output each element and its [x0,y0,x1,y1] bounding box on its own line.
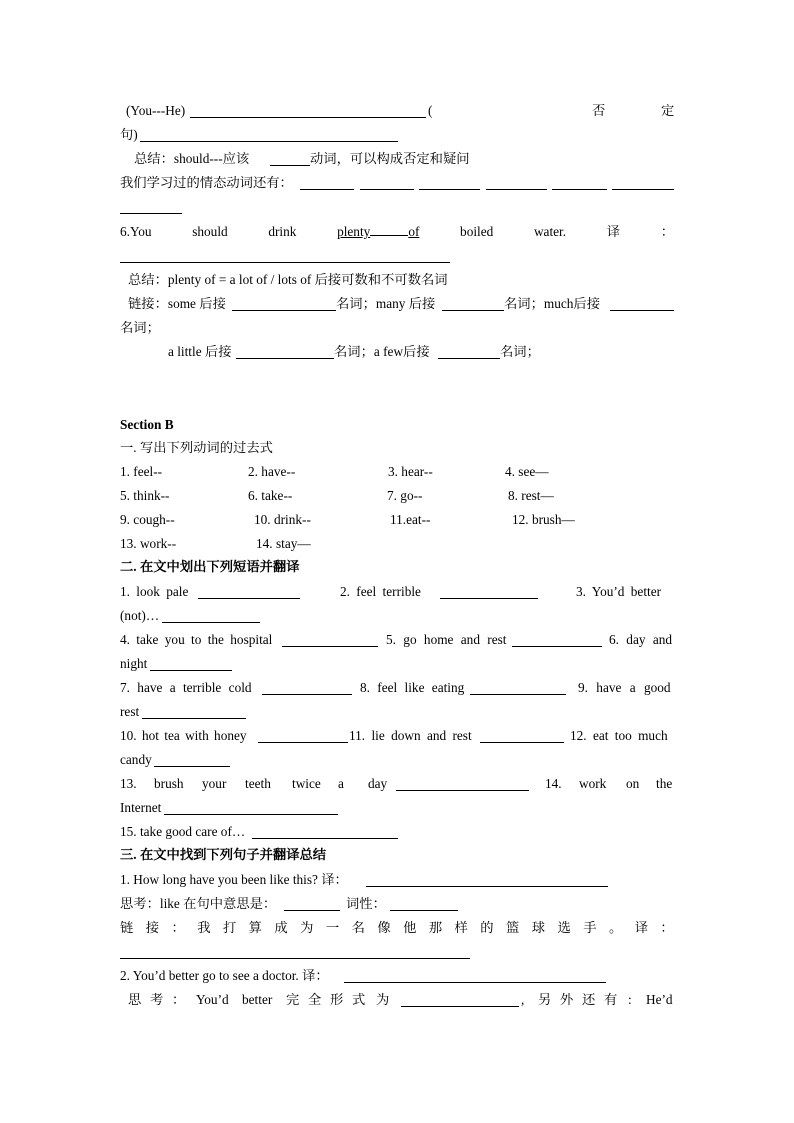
word: boiled [460,224,494,239]
text-neg-2: 定 [661,103,675,118]
phrase-item: 10. hot tea with honey [120,728,247,743]
answer-blank[interactable] [258,729,348,743]
answer-blank[interactable] [154,753,230,767]
answer-blank[interactable] [396,777,529,791]
answer-blank[interactable] [198,585,300,599]
heading-phrases: 二. 在文中划出下列短语并翻译 [120,559,300,574]
answer-blank[interactable] [366,873,608,887]
answer-blank[interactable] [140,128,398,142]
answer-blank[interactable] [470,681,566,695]
link-much: 名词；much后接 [504,296,601,311]
answer-blank[interactable] [486,176,547,190]
word: twice [292,776,321,791]
word: 译 [606,224,621,239]
phrases-row-4b [120,751,674,769]
phrases-row-1b [120,607,674,625]
word: a [338,776,344,791]
sentence-2 [120,967,674,985]
verb-item: 3. hear-- [388,464,433,479]
answer-blank[interactable] [442,297,504,311]
verb-item: 11.eat-- [390,512,431,527]
think-part-of-speech: 词性： [346,896,386,911]
verb-item: 7. go-- [387,488,423,503]
phrase-item: 3. You’d better [576,584,662,599]
summary-should: 总结：should---应该 [134,151,250,166]
word: brush [154,776,184,791]
phrase-item: 11. lie down and rest [349,728,472,743]
phrase-item: 5. go home and rest [386,632,507,647]
word: 13. [120,776,137,791]
summary-should-rest: 动词，可以构成否定和疑问 [310,151,470,166]
phrase-item: 12. eat too much [570,728,668,743]
text-neg-1: 否 [592,103,606,118]
paren-open: ( [428,103,433,118]
word: work [579,776,607,791]
answer-blank[interactable] [120,945,470,959]
line-plenty-sentence [120,223,674,241]
link-some: 链接：some 后接 [128,296,226,311]
text-sentence: 句) [120,127,138,142]
word: 14. [545,776,562,791]
text-you-he: (You---He) [126,103,186,118]
verb-item: 9. cough-- [120,512,175,527]
answer-blank[interactable] [120,200,182,214]
sentence-text: 1. How long have you been like this? 译： [120,872,348,887]
phrase-item: rest [120,704,140,719]
verb-item: 14. stay— [256,536,311,551]
verb-item: 13. work-- [120,536,177,551]
phrase-item: 6. day and [609,632,673,647]
phrases-row-2b [120,655,674,673]
answer-blank[interactable] [512,633,602,647]
text-noun: 名词； [500,344,540,359]
verb-item: 2. have-- [248,464,296,479]
answer-blank[interactable] [162,609,260,623]
verb-item: 4. see— [505,464,549,479]
phrase-item: (not)… [120,608,160,623]
word: 6.You [120,224,152,239]
answer-blank[interactable] [300,176,354,190]
answer-blank[interactable] [142,705,246,719]
phrases-row-3b [120,703,674,721]
answer-blank[interactable] [252,825,398,839]
line-sentence-end [120,126,674,144]
answer-blank[interactable] [232,297,336,311]
summary-plenty: 总结：plenty of = a lot of / lots of 后接可数和不可数名词 [128,272,448,287]
verb-item: 1. feel-- [120,464,163,479]
modal-verbs-label: 我们学习过的情态动词还有： [120,175,293,190]
phrase-item: 7. have a terrible cold [120,680,252,695]
word: teeth [245,776,271,791]
answer-blank[interactable] [190,104,426,118]
word: drink [268,224,297,239]
plenty-of-phrase: plenty of [337,224,420,239]
word: the [656,776,673,791]
answer-blank[interactable] [610,297,674,311]
answer-blank[interactable] [419,176,480,190]
verb-item: 8. rest— [508,488,554,503]
verb-item: 12. brush— [512,512,575,527]
sentence-text: 2. You’d better go to see a doctor. 译： [120,968,329,983]
answer-blank[interactable] [480,729,564,743]
phrases-row-5b [120,799,674,817]
phrase-item: 1. look pale [120,584,189,599]
word: day [368,776,388,791]
answer-blank[interactable] [164,801,338,815]
sentence-1 [120,871,674,889]
answer-blank[interactable] [390,897,458,911]
think-like-meaning: 思考：like 在句中意思是： [120,896,277,911]
answer-blank[interactable] [344,969,606,983]
heading-sentences: 三. 在文中找到下列句子并翻译总结 [120,847,327,862]
word: should [192,224,228,239]
answer-blank[interactable] [440,585,538,599]
answer-blank[interactable] [282,633,378,647]
phrase-item: 15. take good care of… [120,824,246,839]
answer-blank[interactable] [120,249,450,263]
verb-item: 5. think-- [120,488,170,503]
answer-blank[interactable] [401,993,519,1007]
link-a-little: a little 后接 [168,344,232,359]
phrase-item: 9. have a good [578,680,671,695]
phrase-item: candy [120,752,152,767]
phrases-row-6 [120,823,674,841]
answer-blank[interactable] [150,657,232,671]
sentence-1-link: 链 接 ： 我 打 算 成 为 一 名 像 他 那 样 的 篮 球 选 手 。 译 ： [120,920,674,935]
answer-blank[interactable] [612,176,674,190]
worksheet-page: (You---He) ( 否 定 句) 总结：should---应该 动词，可以构成否定和疑问 我们学习过的情态动词还有： 6.You should drink plenty of boiled water. 译 ： 总结：plenty of = a lot of / lots of 后接可数和不可数名词 链接：some 后接 名词；many 后接 名词；much后接 名词； a little 后接 名词；a few后接 名词； Section B 一. 写出下列动词的过去式 1. feel-- 2. have-- 3. hear-- 4. see— 5. think-- 6. take-- 7. go-- 8. rest— 9. cough-- 10. drink-- 11.eat-- 12. brush— 13. work-- 14. stay— 二. 在文中划出下列短语并翻译 1. look pale 2. feel terrible 3. You’d better (not)… 4. take you to the hospital 5. go home and rest 6. day and night 7. have a terrible cold 8. feel like eating 9. have a good rest 10. hot tea with honey 11. lie down and rest 12. eat too much candy 13. brush your teeth twice a day 14. work on the Internet 15. take good care of… 三. 在文中找到下列句子并翻译总结 1. How long have you been like this? 译： 思考：like 在句中意思是： 词性： 链 接 ： 我 打 算 成 为 一 名 像 他 那 样 的 篮 球 选 手 。 译 ： 2. You’d better go to see a doctor. 译： 思 考 ： You’d better 完 全 形 式 为 , 另 外 还 有 : He’d [120,103,675,1007]
answer-blank[interactable] [270,152,310,166]
verb-item: 6. take-- [248,488,293,503]
word: ： [660,224,674,239]
link-a-few: 名词；a few后接 [334,344,430,359]
phrase-item: night [120,656,148,671]
answer-blank[interactable] [360,176,414,190]
answer-blank[interactable] [552,176,607,190]
answer-blank[interactable] [262,681,352,695]
link-many: 名词；many 后接 [336,296,436,311]
word: on [626,776,640,791]
phrase-item: 8. feel like eating [360,680,465,695]
text-noun: 名词； [120,320,160,335]
sentence-1-think [120,895,674,913]
heading-past-tense: 一. 写出下列动词的过去式 [120,440,273,455]
word: your [202,776,227,791]
answer-blank[interactable] [438,345,500,359]
line-noun [120,319,674,337]
verb-item: 10. drink-- [254,512,311,527]
phrase-item: 2. feel terrible [340,584,421,599]
phrase-item: Internet [120,800,162,815]
word: water. [533,224,567,239]
line-modal-verbs [120,174,674,192]
answer-blank[interactable] [284,897,340,911]
answer-blank[interactable] [236,345,334,359]
section-b-title: Section B [120,417,174,432]
phrase-item: 4. take you to the hospital [120,632,273,647]
